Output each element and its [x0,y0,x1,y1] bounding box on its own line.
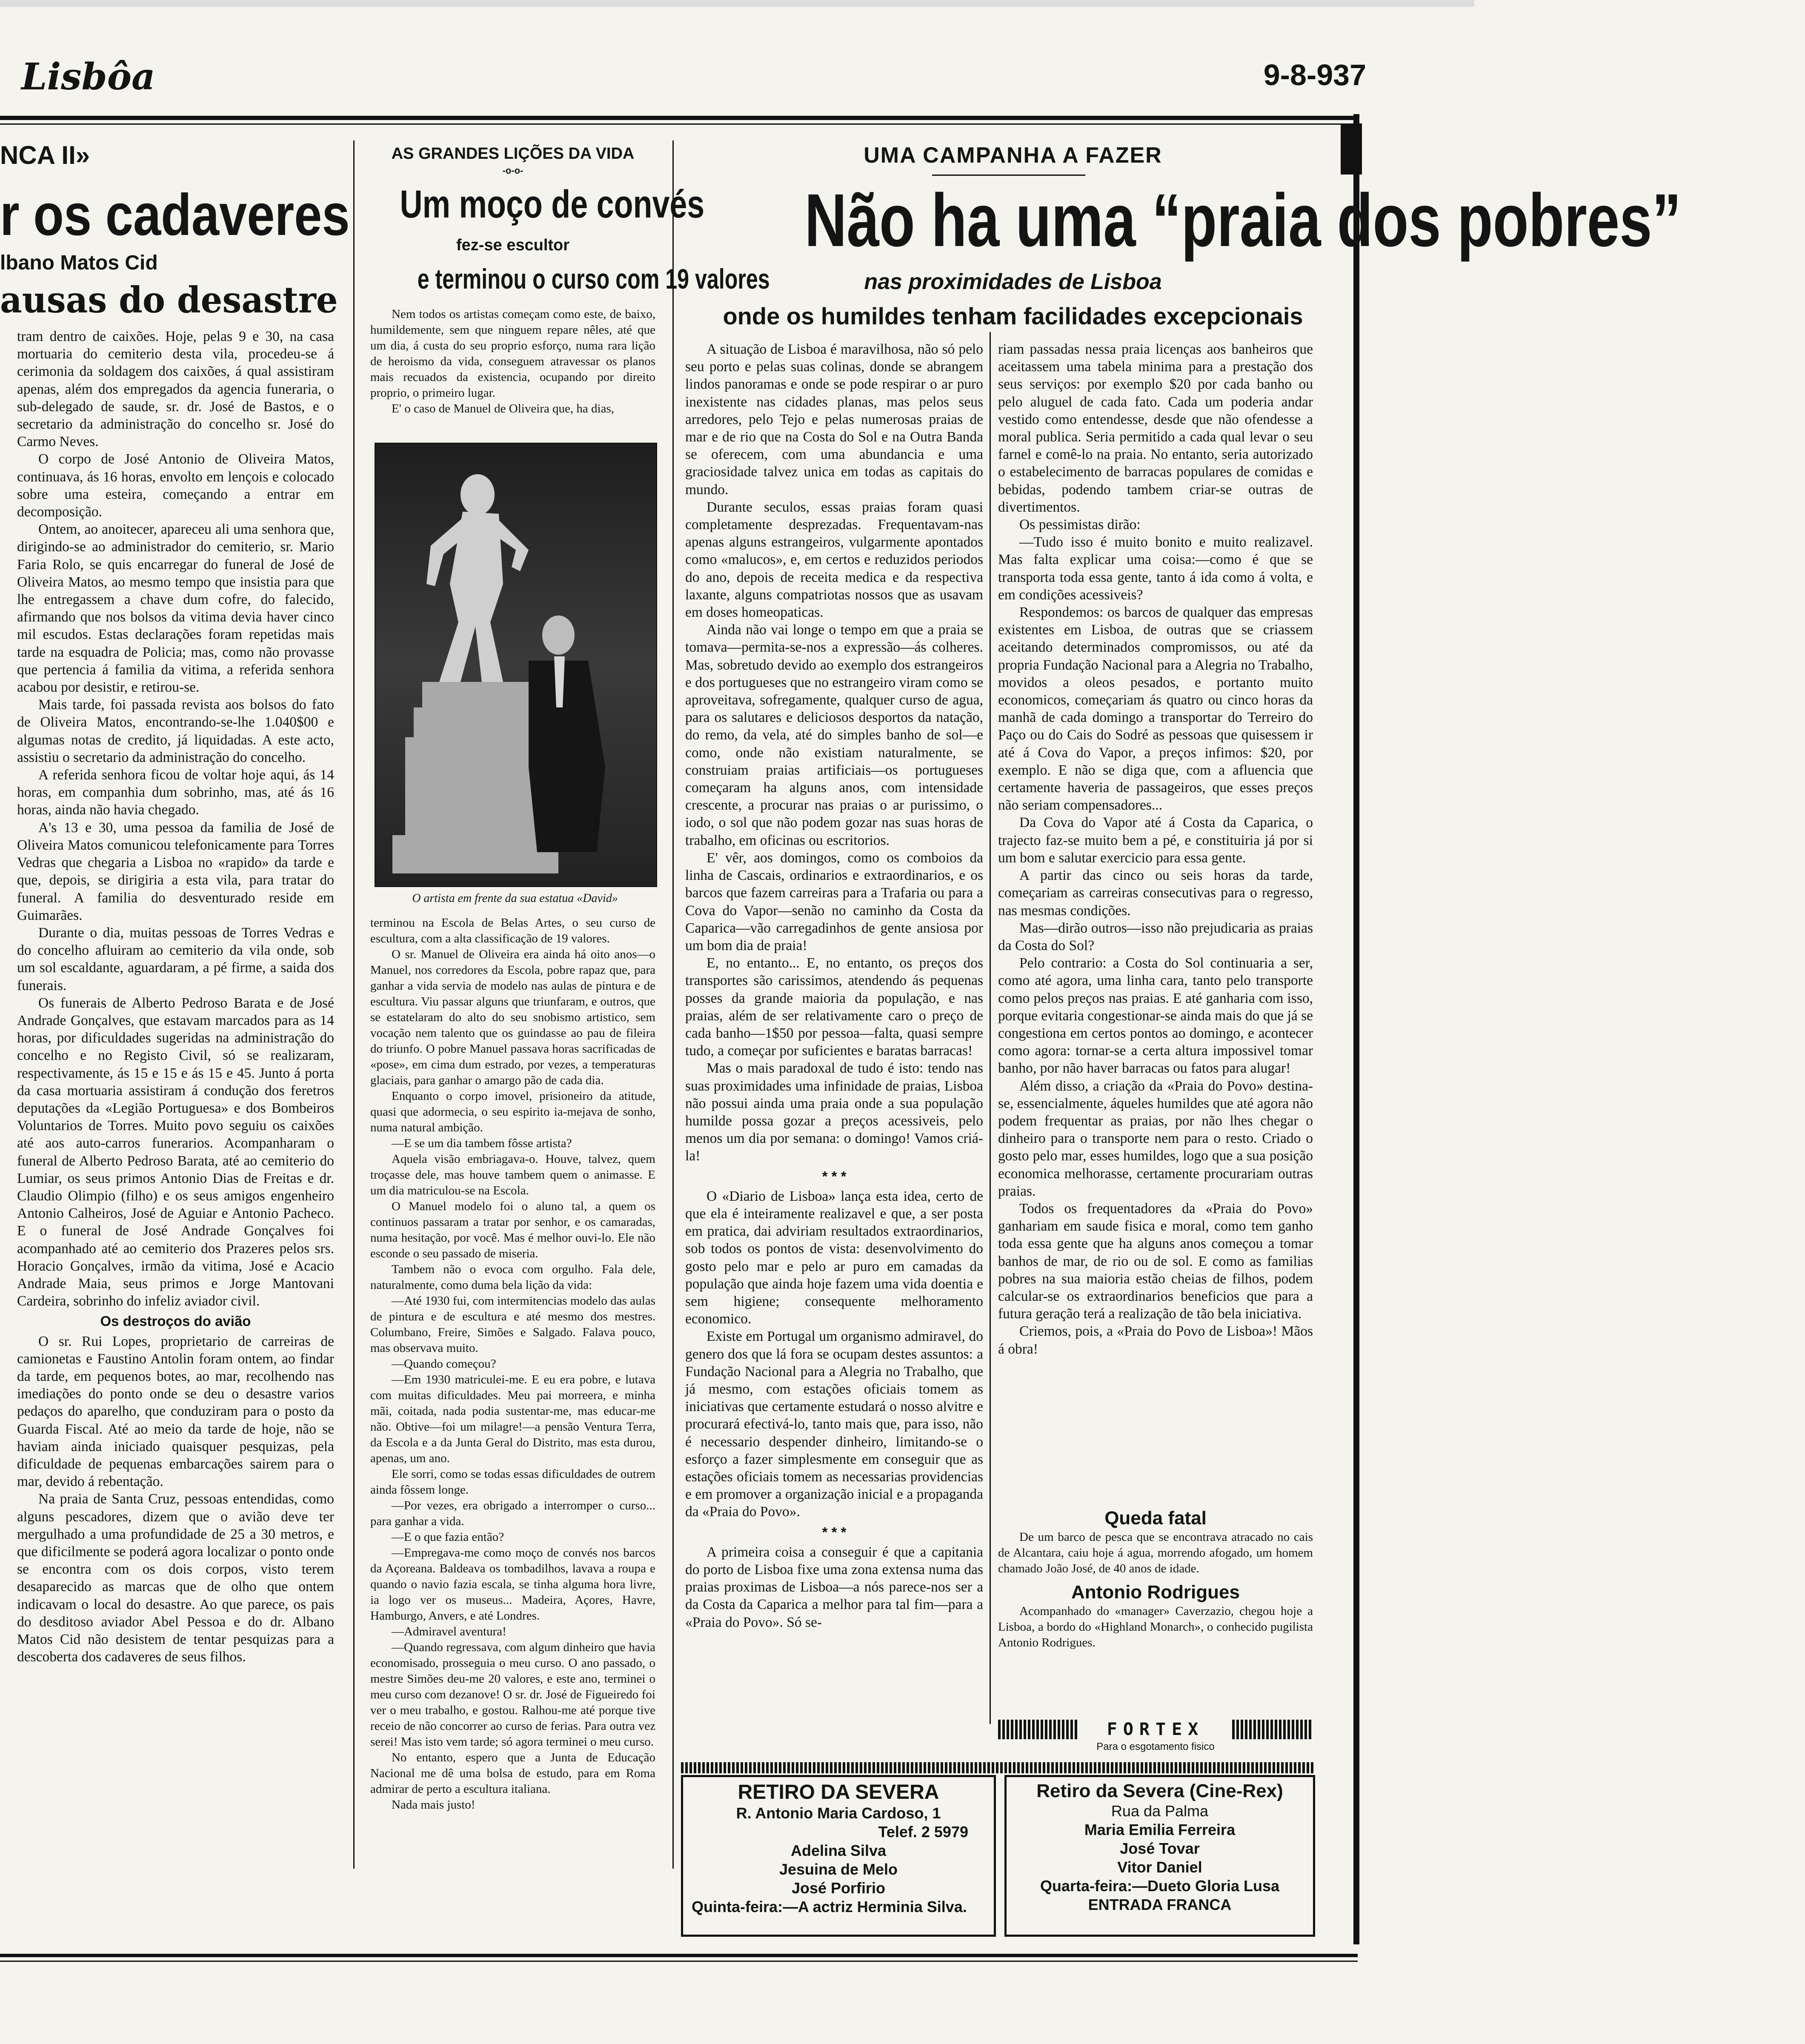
paragraph: Pelo contrario: a Costa do Sol continuaria a ser, como até agora, uma linha cara, tanto pelo transporte como pelos preços nas praias. E até ganharia com isso, porque evitaria congestionar-se ainda mais do que já se congestiona em certos pontos ao domingo, e acontecer como agora: tornar-se a certa altura impossivel tomar banho, por não haver barracas ou fatos para alugar! [998,955,1313,1076]
paragraph: Enquanto o corpo imovel, prisioneiro da atitude, quasi que adormecia, o seu espirito ia-mejava de sonho, numa natural ambição. [370,1089,655,1134]
separator-stars: * * * [822,1168,847,1184]
masthead [21,55,1366,102]
right-edge-bar [1353,114,1359,1944]
sculptor-photo [375,443,657,887]
paragraph: terminou na Escola de Belas Artes, o seu curso de escultura, com a alta classificação de 19 valores. [370,916,655,945]
bottom-rule [0,1954,1358,1957]
paragraph: Mas—dirão outros—isso não prejudicaria as praias da Costa do Sol? [998,920,1313,953]
left-article-body [17,328,334,1666]
paragraph: riam passadas nessa praia licenças aos banheiros que aceitassem uma tabela minima para a prestação dos seus serviços: por exemplo $20 por cada banho ou pelo aluguel de cada fato. Cada um poderia andar vestido como entendesse, desde que não ofendesse a moral publica. Seria permitido a cada qual levar o seu farnel e comê-lo na praia. No entanto, seria autorizado o estabelecimento de barracas populares de comidas e bebidas, podendo tambem criar-se outras de divertimentos. [998,341,1313,515]
ad-performer: Jesuina de Melo [779,1861,898,1878]
right-kicker: UMA CAMPANHA A FAZER [864,143,1162,168]
ad-title: RETIRO DA SEVERA [738,1781,939,1804]
ad-entry: ENTRADA FRANCA [1088,1896,1232,1913]
paragraph: Mais tarde, foi passada revista aos bolsos do fato de Oliveira Matos, encontrando-se-lhe 1.040$00 e algumas notas de credito, já liquidadas. A este acto, assistiu o secretario da administração do concelho. [17,697,334,765]
paragraph: Na praia de Santa Cruz, pessoas entendidas, como alguns pescadores, dizem que o avião deve ter mergulhado a uma profundidade de 25 a 30 metros, e que dificilmente se poderá agora localizar o ponto onde se encontra com os dois corpos, visto terem desaparecido as marcas que de olho que ontem indicavam o local do desastre. Ao que parece, os pais do desditoso aviador Abel Pessoa e do dr. Albano Matos Cid não desistem de tentar pesquizas para a descoberta dos cadaveres de seus filhos. [17,1491,334,1665]
paragraph: E' vêr, aos domingos, como os comboios da linha de Cascais, ordinarios e extraordinarios, e os barcos que fazem carreiras para a Trafaria ou para a Cova do Vapor—senão no caminho da Costa da Caparica—vão carregadinhos de gente ansiosa por um bom dia de praia! [685,850,983,953]
statue-photo-illustration [375,444,656,886]
paragraph: —Quando regressava, com algum dinheiro que havia economisado, prosseguia o meu curso. O ano passado, o mestre Simões deu-me 20 valores, e este ano, terminei o meu curso com dezanove! O sr. dr. José de Figueiredo foi ver o meu trabalho, e gostou. Ralhou-me até porque tive receio de não concorrer ao curso de ferias. Para outra vez serei! Mas isto vem tarde; só agora terminei o meu curso. [370,1640,655,1749]
paragraph: —Em 1930 matriculei-me. E eu era pobre, e lutava com muitas dificuldades. Meu pai morreera, e minha mãi, coitada, nada podia sustentar-me, mas educar-me não. Obtive—foi um milagre!—a pensão Ventura Terra, da Escola e a da Junta Geral do Distrito, mas esta durou, apenas, um ano. [370,1373,655,1465]
paragraph: Existe em Portugal um organismo admiravel, do genero dos que lá fora se ocupam destes assuntos: a Fundação Nacional para a Alegria no Trabalho, que já mesmo, com estações oficiais tomem as iniciativas que certamente estudará o nosso alvitre e procurará efectivá-lo, tanto mais que, para isso, não é necessario despender dinheiro, limitando-se o esforço a fazer simplesmente em conseguir que as estações oficiais tomem as necessarias providencias e em promover a organização inicial e a propaganda da «Praia do Povo». [685,1328,983,1520]
ad-title: Retiro da Severa (Cine-Rex) [1036,1781,1283,1801]
paragraph: A situação de Lisboa é maravilhosa, não só pelo seu porto e pelas suas colinas, donde se abrangem lindos panoramas e onde se pode respirar o ar puro inexistente nas cidades planas, mas pelos seus arredores, pelo Tejo e pelas numerosas praias de mar e de rio que na Costa do Sol e na Outra Banda se oferecem, com uma abundancia e uma graciosidade talvez unica em todas as capitais do mundo. [685,341,983,498]
ad-performer: Maria Emilia Ferreira [1084,1821,1236,1838]
paragraph: Ontem, ao anoitecer, apareceu ali uma senhora que, dirigindo-se ao administrador do cemiterio, sr. Mario Faria Rolo, se quis encarregar do funeral de José de Oliveira Matos, ao mesmo tempo que insistia para que lhe entregassem a chave dum cofre, do falecido, afirmando que nos bolsos da vitima devia haver cinco mil escudos. Estas declarações foram repetidas mais tarde na esquadra de Policia; mas, como não provasse que pertencia á familia da vitima, a referida senhora acabou por desistir, e retirou-se. [17,521,334,696]
paragraph: Ainda não vai longe o tempo em que a praia se tomava—permita-se-nos a expressão—ás colheres. Mas, sobretudo devido ao exemplo dos estrangeiros e dos portugueses que no estrangeiro viram como se aproveitava, sofregamente, qualquer curso de agua, para os salutares e deliciosos desportos da natação, do remo, da vela, até do simples banho de sol—e como, onde não existiam naturalmente, se construiam praias artificiais—os portugueses começaram ha alguns anos, com intensidade crescente, a procurar nas praias o ar purissimo, o iodo, o sol que não podem gozar nas suas horas de trabalho, em oficinas ou escritorios. [685,622,983,848]
section-title: Lisbôa [21,55,155,98]
paragraph: Mas o mais paradoxal de tudo é isto: tendo nas suas proximidades uma infinidade de praias, Lisboa não possui ainda uma praia onde a sua população humilde possa gozar a preços acessiveis, pelo menos um dia por semana: o domingo! Vamos criá-la! [685,1060,983,1164]
paragraph: A's 13 e 30, uma pessoa da familia de José de Oliveira Matos comunicou telefonicamente para Torres Vedras que chegaria a Lisboa no «rapido» da tarde e que, depois, se dirigiria a esta vila, para tratar do funeral. A familia do desventurado reside em Guimarães. [17,819,334,923]
left-headline: r os cadaveres [0,182,350,248]
paragraph: —E se um dia tambem fôsse artista? [392,1137,572,1150]
notice-title: Queda fatal [1104,1508,1207,1529]
right-headline: Não ha uma “praia dos pobres” [804,179,1682,262]
paragraph: E, no entanto... E, no entanto, os preços dos transportes são carissimos, atendendo ás pequenas posses da grande maioria da população, e nas praias, além de ser relativamente caro o preço de cada banho—1$50 por pessoa—falta, quasi sempre tudo, a começar por suficientes e baratas barracas! [685,955,983,1059]
paragraph: Nem todos os artistas começam como este, de baixo, humildemente, sem que ninguem repare nêles, até que um dia, á custa do seu proprio esforço, numa rara lição de heroismo da vida, conseguem atravessar os planos mais recuados da existencia, ocupando por direito proprio, o primeiro lugar. [370,307,655,400]
paragraph: —Por vezes, era obrigado a interromper o curso... para ganhar a vida. [370,1499,655,1528]
paragraph: Durante o dia, muitas pessoas de Torres Vedras e do concelho afluiram ao cemiterio da vila onde, sob um sol escaldante, aguardaram, a pé firme, a saida dos funerais. [17,925,334,993]
paragraph: O corpo de José Antonio de Oliveira Matos, continuava, ás 16 horas, envolto em lençois e colocado sobre uma esteira, começando a entrar em decomposição. [17,451,334,520]
paragraph: Da Cova do Vapor até á Costa da Caparica, o trajecto faz-se muito bem a pé, e constituiria já por si um bom e salutar exercicio para essa gente. [998,815,1313,866]
paragraph: Durante seculos, essas praias foram quasi completamente desprezadas. Frequentavam-nas apenas alguns estrangeiros, vulgarmente apontados como «malucos», e, em certos e reduzidos periodos do ano, depois de receita medica e da respectiva laxante, alguns compatriotas nossos que as usavam em doses homeopaticas. [685,499,983,621]
notice-text: De um barco de pesca que se encontrava atracado no cais de Alcantara, caiu hoje á agua, morrendo afogado, um homem chamado João José, de 40 anos de idade. [998,1530,1313,1575]
middle-headline-1: Um moço de convés [400,183,705,226]
paragraph: O Manuel modelo foi o aluno tal, a quem os continuos passaram a tratar por senhor, e os camaradas, numa hesitação, por você. Mas é melhor ouvi-lo. Ele não esconde o seu passado de miseria. [370,1199,655,1260]
middle-ornament: -o-o- [502,165,523,176]
paragraph: —Até 1930 fui, com intermitencias modelo das aulas de pintura e de escultura e até mesmo dos mestres. Columbano, Freire, Simões e Salgado. Falava pouco, mas observava muito. [370,1294,655,1355]
fortex-brand: FORTEX [1079,1720,1232,1739]
right-article-col-1 [685,341,983,1631]
ad-performer: José Porfirio [791,1879,886,1897]
top-rule-thin [0,123,1353,125]
ads-border-band [681,1762,1315,1773]
paragraph: —Admiravel aventura! [392,1625,506,1638]
paragraph: Respondemos: os barcos de qualquer das empresas existentes em Lisboa, de outras que se criassem aceitando determinados compromissos, ou até da propria Fundação Nacional para a Alegria no Trabalho, movidos a oleos pesados, e portanto muito economicos, começariam ás quatro ou cinco horas da manhã de cada domingo a transportar do Terreiro do Paço ou do Cais do Sodré as pessoas que quisessem ir até á Cova do Vapor, a preços infimos: $20, por exemplo. E não se diga que, com a afluencia que certamente haveria de passageiros, que esses preços não seriam compensadores... [998,604,1313,813]
fortex-tagline: Para o esgotamento fisico [1096,1741,1215,1752]
right-deck-2: onde os humildes tenham facilidades excepcionais [723,303,1303,329]
section-subhead: Os destroços do avião [100,1313,251,1329]
column-rule-3 [990,332,991,1724]
ad-retiro-severa [681,1775,996,1937]
ad-schedule: Quinta-feira:—A actriz Herminia Silva. [692,1898,967,1915]
paragraph: Tambem não o evoca com orgulho. Fala dele, naturalmente, como duma bela lição da vida: [370,1262,655,1292]
right-deck-1: nas proximidades de Lisboa [864,269,1162,294]
ad-schedule: Quarta-feira:—Dueto Gloria Lusa [1040,1877,1280,1895]
middle-intro [370,306,655,417]
fortex-ad [998,1720,1313,1754]
notice-text: Acompanhado do «manager» Caverzazio, chegou hoje a Lisboa, a bordo do «Highland Monarch», o conhecido pugilista Antonio Rodrigues. [998,1604,1313,1649]
notices [998,1507,1313,1651]
left-byline: lbano Matos Cid [0,252,158,274]
paragraph: A referida senhora ficou de voltar hoje aqui, ás 14 horas, em companhia dum sobrinho, mas, até ás 16 horas, ainda não havia chegado. [17,767,334,818]
scan-edge [0,0,1474,7]
top-rule [0,116,1353,120]
photo-caption: O artista em frente da sua estatua «David» [412,892,618,905]
paragraph: O sr. Manuel de Oliveira era ainda há oito anos—o Manuel, nos corredores da Escola, pobre rapaz que, para ganhar a vida servia de modelo nas aulas de pintura e de escultura. Viu passar alguns que triunfaram, e outros, que se estatelaram do alto do seu snobismo artistico, sem vocação nem talento que os guindasse ao pau de fileira do triunfo. O pobre Manuel passava horas sacrificadas de «pose», em cima dum estrado, por vezes, a temperaturas glaciais, para ganhar o amargo pão de cada dia. [370,948,655,1087]
left-kicker: NCA II» [0,141,90,169]
paragraph: —Empregava-me como moço de convés nos barcos da Açoreana. Baldeava os tombadilhos, lavava a roupa e quando o navio fazia escala, se tinha alguma hora livre, ia logo ver os museus... Madeira, Açores, Havre, Hamburgo, Anvers, e até Londres. [370,1546,655,1623]
ad-address: Rua da Palma [1111,1802,1209,1820]
paragraph: —Quando começou? [392,1357,496,1371]
notice-title: Antonio Rodrigues [1071,1582,1240,1603]
column-rule-2 [672,140,674,1869]
paragraph: Os funerais de Alberto Pedroso Barata e de José Andrade Gonçalves, que estavam marcados para as 14 horas, por dificuldades sugeridas na administração do concelho e no Registo Civil, só se realizaram, respectivamente, ás 15 e 15 e ás 15 e 45. Junto á porta da casa mortuaria assistiram á condução dos feretros deputações da «Legião Portuguesa» e dos Bombeiros Voluntarios de Torres. Muito povo seguiu os caixões até aos auto-carros funerarios. Acompanharam o funeral de Alberto Pedroso Barata, até ao cemiterio do Lumiar, os seus primos Antonio Dias de Freitas e dr. Claudio Olimpio (filho) e os seus amigos engenheiro Antonio Calheiros, José de Aguiar e Antonio Pacheco. E o funeral de José Andrade Gonçalves foi acompanhado até ao cemiterio dos Prazeres pelos srs. Horacio Gonçalves, irmão da vitima, José e Acacio Andrade Maia, seus primos e Jorge Mantovani Cardeira, sobrinho do infeliz aviador civil. [17,995,334,1309]
kicker-underline [932,175,1085,176]
right-article-col-2 [998,341,1313,1358]
paragraph: tram dentro de caixões. Hoje, pelas 9 e 30, na casa mortuaria do cemiterio desta vila, procedeu-se á cerimonia da soldagem dos caixões, á qual assistiram apenas, além dos empregados da agencia funeraria, o sub-delegado de saude, sr. dr. José de Bastos, e o secretario da administração do concelho sr. José do Carmo Neves. [17,329,334,450]
paragraph: No entanto, espero que a Junta de Educação Nacional me dê uma bolsa de estudo, para em Roma admirar de perto a escultura italiana. [370,1751,655,1796]
paragraph: A partir das cinco ou seis horas da tarde, começariam as carreiras consecutivas para o regresso, nas mesmas condições. [998,867,1313,919]
ad-retiro-cine-rex [1004,1775,1315,1937]
separator-stars: * * * [822,1524,847,1540]
paragraph: Todos os frequentadores da «Praia do Povo» ganhariam em saude fisica e moral, como tem ganho toda essa gente que ha alguns anos começou a tomar banhos de mar, de rio ou de sol. E como as familias pobres na sua maioria estão cheias de filhos, podem calcular-se os extraordinarios beneficios que para a futura geração terá a realização de tão bela iniciativa. [998,1200,1313,1322]
paragraph: Os pessimistas dirão: [1019,517,1141,533]
paragraph: Nada mais justo! [392,1798,475,1812]
paragraph: Ele sorri, como se todas essas dificuldades de outrem ainda fôssem longe. [370,1467,655,1497]
middle-deck: fez-se escultor [456,236,570,254]
paragraph: —E o que fazia então? [392,1530,504,1544]
bottom-rule-thin [0,1961,1358,1962]
ad-address: R. Antonio Maria Cardoso, 1 [736,1804,941,1822]
paragraph: Aquela visão embriagava-o. Houve, talvez, quem troçasse dele, mas houve tambem quem o animasse. E um dia matriculou-se na Escola. [370,1152,655,1197]
middle-article-body [370,915,655,1813]
paragraph: —Tudo isso é muito bonito e muito realizavel. Mas falta explicar uma coisa:—como é que se transporta toda essa gente, tanto á ida como á volta, e em condições acessiveis? [998,534,1313,603]
middle-kicker: AS GRANDES LIÇÕES DA VIDA [391,145,635,163]
left-subheadline: ausas do desastre [0,279,338,321]
paragraph: O sr. Rui Lopes, proprietario de carreiras de camionetas e Faustino Antolin foram ontem, ao findar da tarde, em pequenos botes, ao mar, recolhendo nas imediações do ponto onde se deu o desastre varios pedaços do aparelho, que conduziram para o posto da Guarda Fiscal. Até ao meio da tarde de hoje, não se haviam ainda iniciado quaisquer pesquizas, pela dificuldade de pequenas embarcações sairem para o mar, devido á rebentação. [17,1333,334,1490]
paragraph: O «Diario de Lisboa» lança esta idea, certo de que ela é inteiramente realizavel e que, a ser posta em pratica, dai adviriam resultados extraordinarios, sob todos os pontos de vista: desenvolvimento do gosto pelo mar e pelo ar puro em camadas da população que ainda hoje fazem uma vida doentia e sem higiene; consequente melhoramento economico. [685,1188,983,1327]
issue-date: 9-8-937 [1263,58,1366,92]
ad-performer: Vitor Daniel [1117,1858,1202,1876]
fortex-banner [998,1720,1313,1739]
column-rule-1 [353,140,355,1869]
paragraph: Além disso, a criação da «Praia do Povo» destina-se, essencialmente, áqueles humildes que até agora não podem frequentar as praias, por não lhes chegar o dinheiro para o transporte nem para o resto. Criado o gosto pelo mar, esses humildes, logo que a sua posição economica melhorasse, certamente procurariam outras praias. [998,1078,1313,1199]
ad-performer: Adelina Silva [790,1842,887,1859]
paragraph: A primeira coisa a conseguir é que a capitania do porto de Lisboa fixe uma zona extensa numa das praias proximas de Lisboa—a nós parece-nos ser a da Costa da Caparica a melhor para tal fim—para a «Praia do Povo». Só se- [685,1544,983,1630]
middle-headline-2: e terminou o curso com 19 valores [417,263,770,295]
ad-performer: José Tovar [1120,1840,1200,1857]
paragraph: Criemos, pois, a «Praia do Povo de Lisboa»! Mãos á obra! [998,1323,1313,1357]
paragraph: E' o caso de Manuel de Oliveira que, ha dias, [392,402,615,415]
ad-phone: Telef. 2 5979 [878,1823,968,1841]
